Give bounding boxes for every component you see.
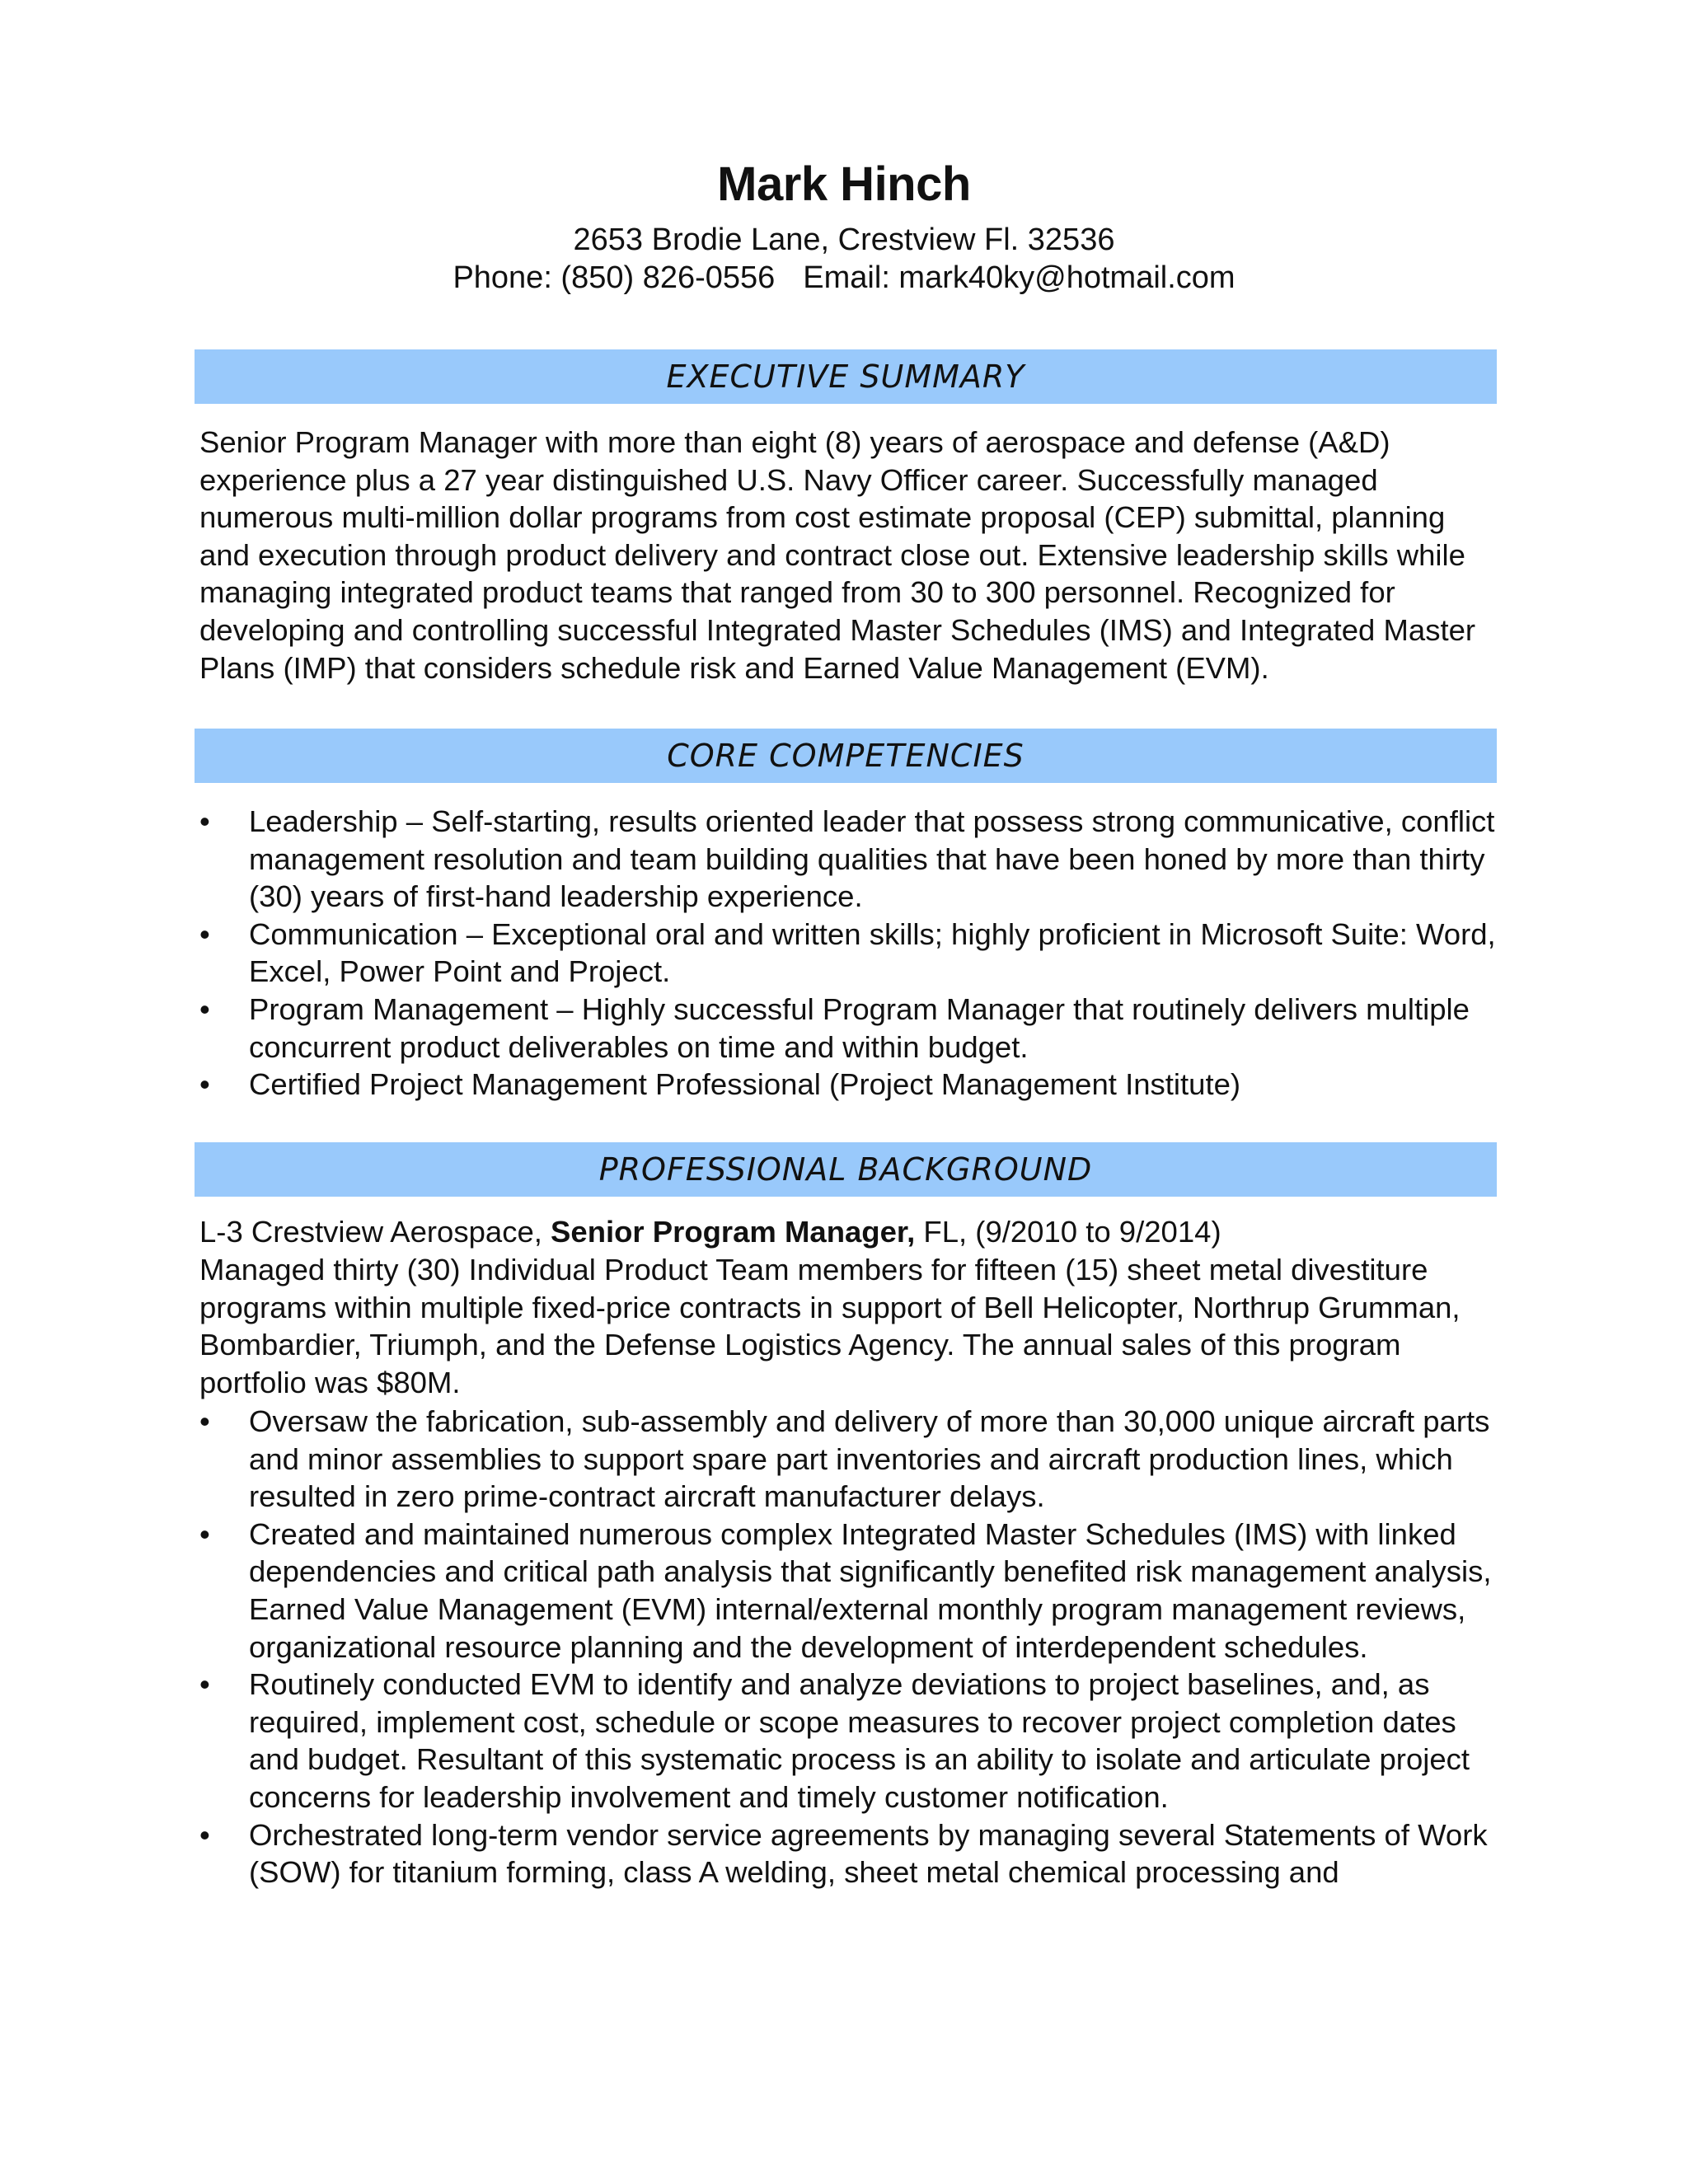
list-item: • Routinely conducted EVM to identify and analyze deviations to project baselines, and, as required, implement cost, schedule or scope measures to recover project completion dates and budget. Resultant of this systematic process is an ability to isolate and articulate project concerns for leadership involvement and timely customer notification. [199, 1666, 1502, 1816]
list-item: • Certified Project Management Professional (Project Management Institute) [199, 1066, 1502, 1104]
contact-line [0, 260, 1688, 296]
company-name: L-3 Crestview Aerospace, [199, 1215, 542, 1249]
executive-summary-text: Senior Program Manager with more than eight (8) years of aerospace and defense (A&D) experience plus a 27 year distinguished U.S. Navy Officer career. Successfully managed numerous multi-million dollar programs from cost estimate proposal (CEP) submittal, planning and execution through product delivery and contract close out. Extensive leadership skills while managing integrated product teams that ranged from 30 to 300 personnel. Recognized for developing and controlling successful Integrated Master Schedules (IMS) and Integrated Master Plans (IMP) that considers schedule risk and Earned Value Management (EVM). [199, 425, 1476, 685]
list-item: • Communication – Exceptional oral and written skills; highly proficient in Microsoft Suite: Word, Excel, Power Point and Project. [199, 916, 1502, 991]
job-location-dates: FL, (9/2010 to 9/2014) [923, 1215, 1221, 1249]
job-description: Managed thirty (30) Individual Product Team members for fifteen (15) sheet metal divestiture programs within multiple fixed-price contracts in support of Bell Helicopter, Northrup Grumman, Bombardier, Triumph, and the Defense Logistics Agency. The annual sales of this program portfolio was $80M. [199, 1253, 1461, 1399]
professional-background-heading: PROFESSIONAL BACKGROUND [195, 1142, 1497, 1197]
phone-text: Phone: (850) 826-0556 [452, 260, 776, 295]
core-competencies-list [199, 803, 1502, 1104]
job-achievements-list [199, 1403, 1502, 1891]
job-heading [199, 1213, 1221, 1251]
list-item: • Oversaw the fabrication, sub-assembly and delivery of more than 30,000 unique aircraft parts and minor assemblies to support spare part inventories and aircraft production lines, which resulted in zero prime-contract aircraft manufacturer delays. [199, 1403, 1502, 1516]
list-item: • Leadership – Self-starting, results oriented leader that possess strong communicative, conflict management resolution and team building qualities that have been honed by more than thirty (30) years of first-hand leadership experience. [199, 803, 1502, 916]
executive-summary-heading: EXECUTIVE SUMMARY [195, 349, 1497, 404]
list-item: • Created and maintained numerous complex Integrated Master Schedules (IMS) with linked dependencies and critical path analysis that significantly benefited risk management analysis, Earned Value Management (EVM) internal/external monthly program management reviews, organizational resource planning and the development of interdependent schedules. [199, 1516, 1502, 1666]
address-line: 2653 Brodie Lane, Crestview Fl. 32536 [573, 223, 1115, 257]
list-item: • Program Management – Highly successful Program Manager that routinely delivers multiple concurrent product deliverables on time and within budget. [199, 991, 1502, 1066]
core-competencies-heading: CORE COMPETENCIES [195, 729, 1497, 783]
list-item: • Orchestrated long-term vendor service agreements by managing several Statements of Work (SOW) for titanium forming, class A welding, sheet metal chemical processing and [199, 1816, 1502, 1891]
candidate-name: Mark Hinch [717, 157, 971, 211]
job-role: Senior Program Manager, [551, 1215, 916, 1249]
email-text: Email: mark40ky@hotmail.com [803, 260, 1236, 295]
